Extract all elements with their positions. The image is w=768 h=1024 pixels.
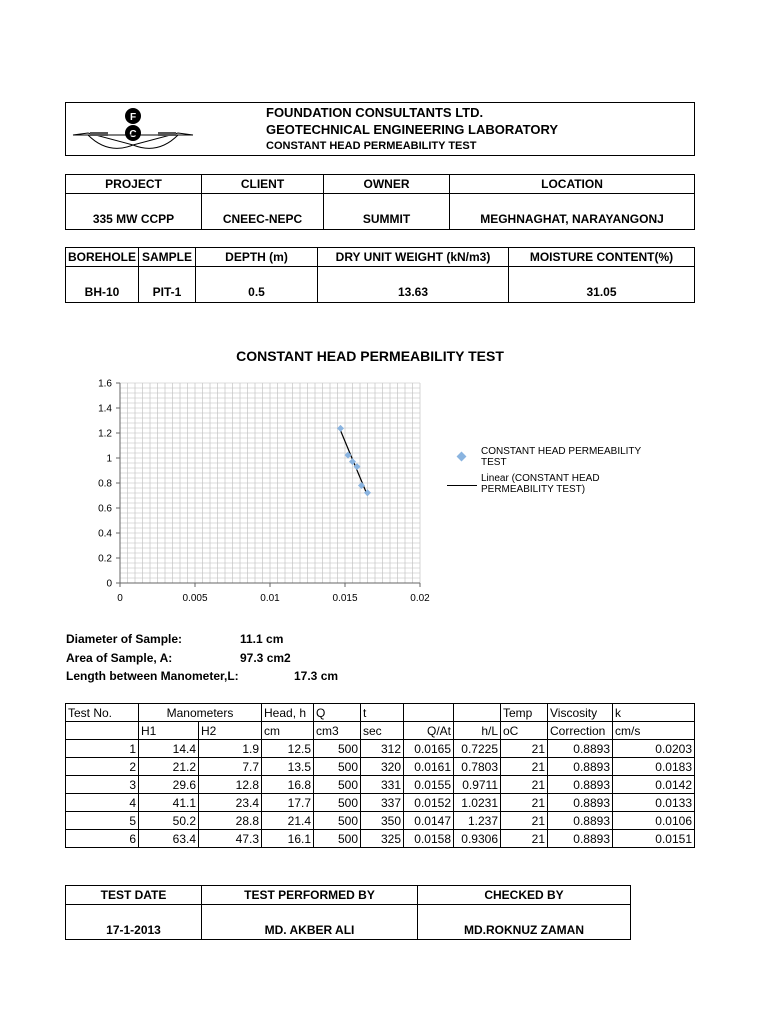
legend-trend-line1: Linear (CONSTANT HEAD (481, 473, 600, 484)
table-cell: 500 (314, 740, 361, 758)
moisture-content-value: 31.05 (509, 267, 695, 303)
legend-series-line1: CONSTANT HEAD PERMEABILITY (481, 446, 642, 457)
lab-name: GEOTECHNICAL ENGINEERING LABORATORY (266, 122, 559, 137)
depth-header: DEPTH (m) (196, 248, 318, 267)
table-cell: 337 (361, 794, 404, 812)
y-tick-label: 0.4 (98, 528, 112, 540)
sample-table (65, 247, 695, 303)
y-tick-label: 0 (106, 578, 112, 590)
company-name: FOUNDATION CONSULTANTS LTD. (266, 105, 484, 120)
logo-letter-c: C (129, 129, 137, 140)
table-cell: 1 (66, 740, 139, 758)
table-cell: 14.4 (139, 740, 199, 758)
table-cell: 1.237 (454, 812, 501, 830)
unit-cm3: cm3 (314, 722, 361, 740)
table-cell: 21.4 (262, 812, 314, 830)
table-cell: 21 (501, 758, 548, 776)
table-cell: 16.1 (262, 830, 314, 848)
data-point (345, 452, 352, 459)
test-date-header: TEST DATE (66, 886, 202, 905)
area-value: 97.3 cm2 (240, 651, 291, 665)
client-header: CLIENT (202, 175, 324, 194)
table-cell: 16.8 (262, 776, 314, 794)
client-value: CNEEC-NEPC (202, 194, 324, 230)
table-cell: 0.0161 (404, 758, 454, 776)
col-head: Head, h (262, 704, 314, 722)
performed-by-value: MD. AKBER ALI (202, 905, 418, 940)
owner-header: OWNER (324, 175, 450, 194)
table-row (66, 830, 695, 848)
table-cell: 2 (66, 758, 139, 776)
col-blank-0 (66, 722, 139, 740)
location-header: LOCATION (450, 175, 695, 194)
table-cell: 0.0165 (404, 740, 454, 758)
legend-trend-line2: PERMEABILITY TEST) (481, 484, 586, 495)
table-cell: 47.3 (199, 830, 262, 848)
table-cell: 0.0203 (613, 740, 695, 758)
legend-trendline-swatch (447, 485, 477, 486)
moisture-content-header: MOISTURE CONTENT(%) (509, 248, 695, 267)
col-test-no: Test No. (66, 704, 139, 722)
diameter-label: Diameter of Sample: (66, 632, 183, 646)
table-cell: 21 (501, 740, 548, 758)
owner-value: SUMMIT (324, 194, 450, 230)
table-cell: 21 (501, 776, 548, 794)
logo-letter-f: F (129, 112, 137, 123)
table-cell: 0.0152 (404, 794, 454, 812)
test-name: CONSTANT HEAD PERMEABILITY TEST (266, 140, 477, 152)
y-tick-label: 1.4 (98, 403, 112, 415)
col-blank-1 (404, 704, 454, 722)
location-value: MEGHNAGHAT, NARAYANGONJ (450, 194, 695, 230)
table-cell: 21.2 (139, 758, 199, 776)
sample-value: PIT-1 (139, 267, 196, 303)
table-cell: 0.8893 (548, 794, 613, 812)
table-cell: 21 (501, 812, 548, 830)
table-cell: 1.0231 (454, 794, 501, 812)
table-cell: 0.0155 (404, 776, 454, 794)
table-cell: 0.8893 (548, 830, 613, 848)
table-cell: 23.4 (199, 794, 262, 812)
table-row (66, 794, 695, 812)
table-cell: 0.0142 (613, 776, 695, 794)
table-cell: 21 (501, 794, 548, 812)
table-cell: 0.7225 (454, 740, 501, 758)
borehole-header: BOREHOLE (66, 248, 139, 267)
table-cell: 7.7 (199, 758, 262, 776)
checked-by-header: CHECKED BY (418, 886, 631, 905)
col-q-at: Q/At (404, 722, 454, 740)
table-cell: 21 (501, 830, 548, 848)
table-cell: 0.9306 (454, 830, 501, 848)
table-cell: 325 (361, 830, 404, 848)
table-cell: 0.0147 (404, 812, 454, 830)
unit-sec: sec (361, 722, 404, 740)
x-tick-label: 0.02 (410, 593, 430, 604)
project-header: PROJECT (66, 175, 202, 194)
depth-value: 0.5 (196, 267, 318, 303)
dry-unit-weight-header: DRY UNIT WEIGHT (kN/m3) (318, 248, 509, 267)
data-point (337, 425, 344, 432)
table-cell: 0.8893 (548, 812, 613, 830)
table-cell: 3 (66, 776, 139, 794)
company-logo (68, 105, 198, 153)
col-viscosity: Viscosity (548, 704, 613, 722)
y-tick-label: 1.2 (98, 428, 112, 440)
y-tick-label: 1.6 (98, 378, 112, 390)
table-cell: 500 (314, 794, 361, 812)
x-tick-label: 0.015 (332, 593, 358, 604)
legend-marker-diamond (457, 452, 467, 462)
table-cell: 0.8893 (548, 758, 613, 776)
chart-legend (452, 446, 652, 506)
checked-by-value: MD.ROKNUZ ZAMAN (418, 905, 631, 940)
table-cell: 0.9711 (454, 776, 501, 794)
col-h1: H1 (139, 722, 199, 740)
x-tick-label: 0 (117, 593, 123, 604)
report-header (65, 102, 695, 156)
y-tick-label: 0.6 (98, 503, 112, 515)
table-cell: 50.2 (139, 812, 199, 830)
col-temp: Temp (501, 704, 548, 722)
length-value: 17.3 cm (294, 669, 339, 683)
col-k: k (613, 704, 695, 722)
table-cell: 500 (314, 830, 361, 848)
dry-unit-weight-value: 13.63 (318, 267, 509, 303)
table-cell: 28.8 (199, 812, 262, 830)
length-label: Length between Manometer,L: (66, 669, 239, 683)
legend-trendline-label (481, 473, 600, 495)
y-tick-label: 0.2 (98, 553, 112, 565)
test-data-table (65, 703, 695, 848)
legend-series-line2: TEST (481, 457, 507, 468)
project-table (65, 174, 695, 230)
table-cell: 500 (314, 776, 361, 794)
test-date-value: 17-1-2013 (66, 905, 202, 940)
col-blank-2 (454, 704, 501, 722)
table-cell: 41.1 (139, 794, 199, 812)
table-cell: 0.0158 (404, 830, 454, 848)
table-cell: 0.8893 (548, 776, 613, 794)
table-cell: 0.7803 (454, 758, 501, 776)
table-cell: 29.6 (139, 776, 199, 794)
col-manometers: Manometers (139, 704, 262, 722)
table-cell: 5 (66, 812, 139, 830)
unit-cm: cm (262, 722, 314, 740)
area-label: Area of Sample, A: (66, 651, 173, 665)
borehole-value: BH-10 (66, 267, 139, 303)
table-row (66, 740, 695, 758)
project-value: 335 MW CCPP (66, 194, 202, 230)
table-cell: 0.0106 (613, 812, 695, 830)
table-cell: 331 (361, 776, 404, 794)
table-cell: 500 (314, 812, 361, 830)
y-tick-label: 1 (106, 453, 112, 465)
table-row (66, 776, 695, 794)
table-row (66, 812, 695, 830)
col-q: Q (314, 704, 361, 722)
table-cell: 0.0133 (613, 794, 695, 812)
col-correction: Correction (548, 722, 613, 740)
y-tick-label: 0.8 (98, 478, 112, 490)
chart-title: CONSTANT HEAD PERMEABILITY TEST (236, 348, 504, 364)
legend-series-label (481, 446, 641, 468)
permeability-chart (80, 375, 450, 610)
x-tick-label: 0.01 (260, 593, 280, 604)
table-cell: 4 (66, 794, 139, 812)
table-row (66, 758, 695, 776)
table-cell: 0.8893 (548, 740, 613, 758)
performed-by-header: TEST PERFORMED BY (202, 886, 418, 905)
table-cell: 1.9 (199, 740, 262, 758)
table-cell: 12.5 (262, 740, 314, 758)
table-cell: 0.0183 (613, 758, 695, 776)
table-cell: 13.5 (262, 758, 314, 776)
table-cell: 6 (66, 830, 139, 848)
table-cell: 312 (361, 740, 404, 758)
table-cell: 350 (361, 812, 404, 830)
x-tick-label: 0.005 (182, 593, 208, 604)
table-cell: 63.4 (139, 830, 199, 848)
table-cell: 500 (314, 758, 361, 776)
signoff-table (65, 885, 631, 940)
col-h2: H2 (199, 722, 262, 740)
table-cell: 12.8 (199, 776, 262, 794)
col-h-l: h/L (454, 722, 501, 740)
col-t: t (361, 704, 404, 722)
table-cell: 320 (361, 758, 404, 776)
unit-cm-s: cm/s (613, 722, 695, 740)
sample-header: SAMPLE (139, 248, 196, 267)
table-cell: 0.0151 (613, 830, 695, 848)
table-cell: 17.7 (262, 794, 314, 812)
diameter-value: 11.1 cm (240, 632, 284, 646)
unit-degc: oC (501, 722, 548, 740)
